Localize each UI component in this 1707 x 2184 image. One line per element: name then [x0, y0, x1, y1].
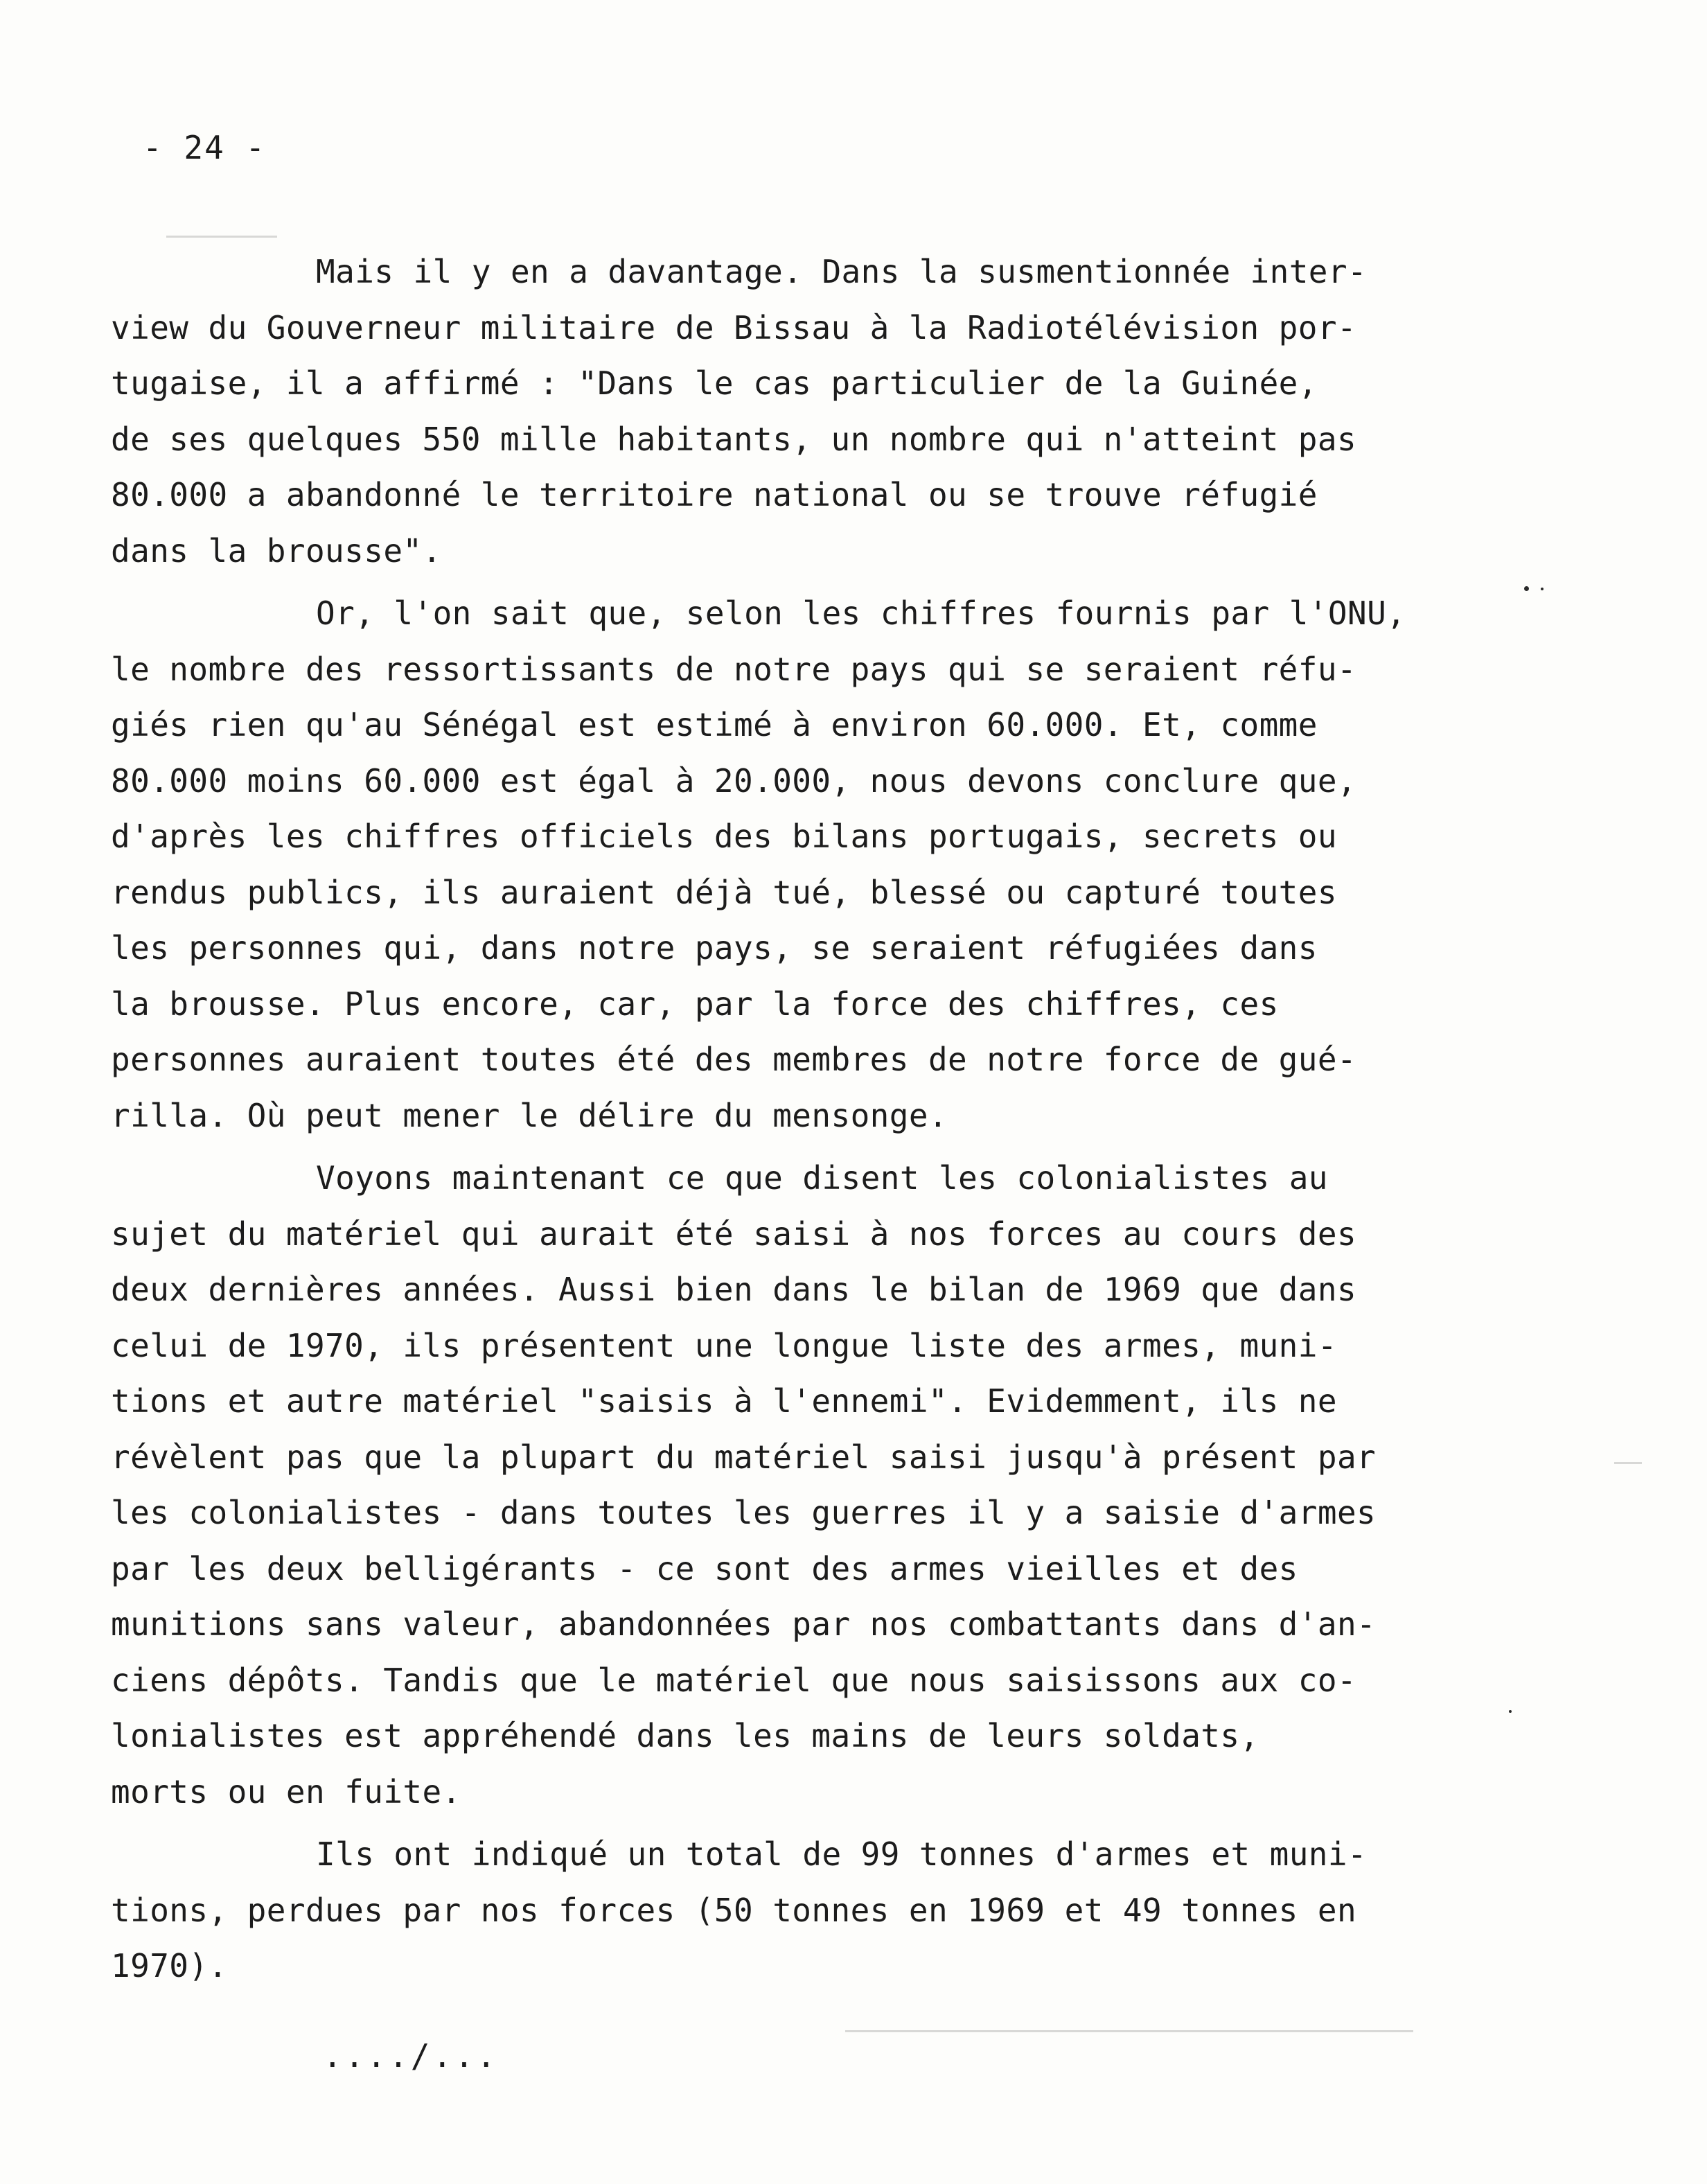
scan-streak — [166, 236, 277, 238]
text-line: giés rien qu'au Sénégal est estimé à environ 60.000. Et, comme — [111, 706, 1318, 743]
text-line: view du Gouverneur militaire de Bissau à la Radiotélévision por- — [111, 308, 1357, 346]
text-line: les personnes qui, dans notre pays, se seraient réfugiées dans — [111, 929, 1318, 967]
paragraph-1 — [111, 244, 1524, 579]
scan-streak — [1614, 1462, 1642, 1464]
text-line: celui de 1970, ils présentent une longue liste des armes, muni- — [111, 1326, 1337, 1364]
text-line: 1970). — [111, 1947, 228, 1984]
text-line: rilla. Où peut mener le délire du mensonge. — [111, 1096, 948, 1134]
scan-speck — [1509, 1710, 1512, 1713]
text-line: personnes auraient toutes été des membres de notre force de gué- — [111, 1041, 1357, 1078]
body-text — [111, 244, 1524, 1994]
text-line: ciens dépôts. Tandis que le matériel que nous saisissons aux co- — [111, 1661, 1357, 1699]
text-line: la brousse. Plus encore, car, par la force des chiffres, ces — [111, 985, 1279, 1023]
text-line: Voyons maintenant ce que disent les colonialistes au — [316, 1159, 1328, 1197]
text-line: tions et autre matériel "saisis à l'ennemi". Evidemment, ils ne — [111, 1382, 1337, 1420]
text-line: 80.000 moins 60.000 est égal à 20.000, nous devons conclure que, — [111, 761, 1357, 800]
text-line: par les deux belligérants - ce sont des armes vieilles et des — [111, 1549, 1298, 1587]
text-line: munitions sans valeur, abandonnées par nos combattants dans d'an- — [111, 1605, 1377, 1643]
text-line: Or, l'on sait que, selon les chiffres fournis par l'ONU, — [316, 595, 1406, 632]
continuation-mark: ..../... — [323, 2037, 499, 2075]
text-line: de ses quelques 550 mille habitants, un nombre qui n'atteint pas — [111, 420, 1357, 458]
text-line: tugaise, il a affirmé : "Dans le cas particulier de la Guinée, — [111, 364, 1318, 402]
text-line: d'après les chiffres officiels des bilans portugais, secrets ou — [111, 818, 1337, 855]
page-number: - 24 - — [143, 129, 267, 166]
text-line: dans la brousse". — [111, 531, 442, 570]
scan-streak — [845, 2030, 1413, 2032]
paragraph-2 — [111, 585, 1524, 1143]
scan-speck — [1541, 588, 1544, 590]
text-line: deux dernières années. Aussi bien dans le bilan de 1969 que dans — [111, 1271, 1357, 1308]
text-line: tions, perdues par nos forces (50 tonnes en 1969 et 49 tonnes en — [111, 1891, 1357, 1929]
text-line: 80.000 a abandonné le territoire national ou se trouve réfugié — [111, 476, 1318, 513]
paragraph-3 — [111, 1150, 1524, 1820]
text-line: Mais il y en a davantage. Dans la susmentionnée inter- — [316, 253, 1368, 290]
text-line: révèlent pas que la plupart du matériel saisi jusqu'à présent par — [111, 1438, 1377, 1476]
paragraph-4 — [111, 1826, 1524, 1994]
text-line: lonialistes est appréhendé dans les mains de leurs soldats, — [111, 1717, 1259, 1754]
text-line: sujet du matériel qui aurait été saisi à nos forces au cours des — [111, 1215, 1357, 1253]
text-line: morts ou en fuite. — [111, 1772, 461, 1811]
text-line: le nombre des ressortissants de notre pays qui se seraient réfu- — [111, 650, 1357, 688]
text-line: rendus publics, ils auraient déjà tué, blessé ou capturé toutes — [111, 873, 1337, 911]
text-line: Ils ont indiqué un total de 99 tonnes d'armes et muni- — [316, 1835, 1368, 1873]
text-line: les colonialistes - dans toutes les guerres il y a saisie d'armes — [111, 1494, 1377, 1531]
scan-speck — [1524, 586, 1529, 591]
